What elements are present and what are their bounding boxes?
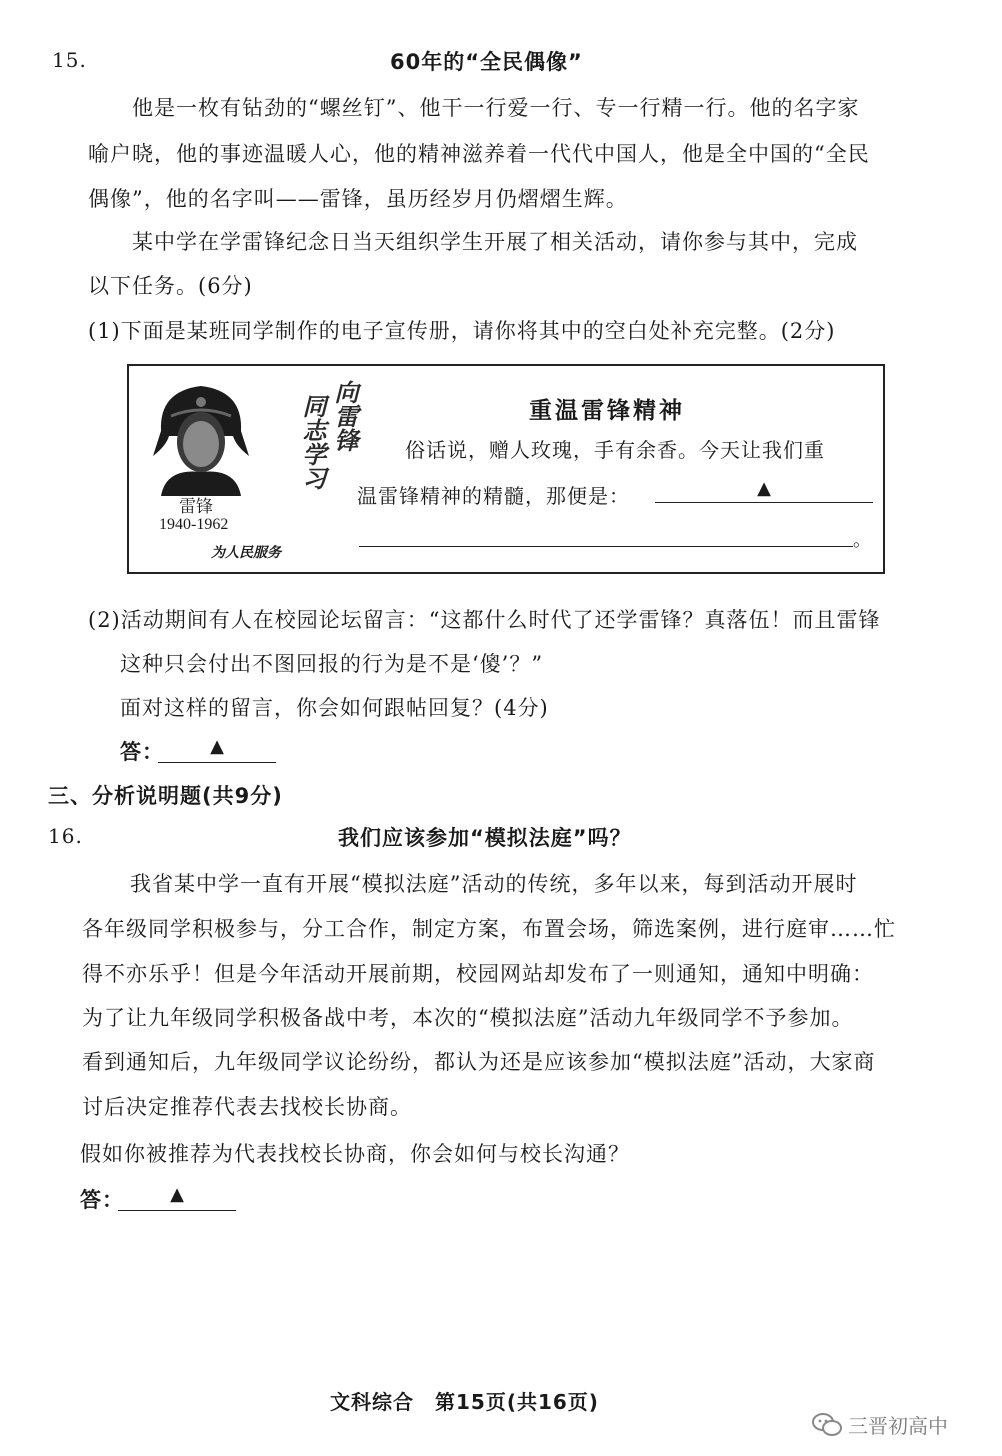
brochure-heading: 重温雷锋精神	[529, 397, 685, 424]
brochure-card	[127, 364, 885, 574]
brochure-line-2: 温雷锋精神的精髓，那便是：	[357, 484, 630, 508]
portrait-name: 雷锋	[179, 497, 213, 517]
brochure-end-mark: 。	[853, 530, 871, 551]
answer-marker: ▲	[757, 478, 771, 499]
answer-blank-15[interactable]	[158, 736, 276, 763]
wechat-icon	[812, 1412, 842, 1438]
subquestion-2-question: 面对这样的留言，你会如何跟帖回复？(4分)	[120, 696, 549, 720]
q16-body-line-2: 各年级同学积极参与，分工合作，制定方案，布置会场，筛选案例，进行庭审……忙	[82, 917, 896, 941]
subquestion-2-line-2: 这种只会付出不图回报的行为是不是‘傻’？”	[120, 652, 544, 676]
section-3-heading: 三、分析说明题(共9分)	[48, 784, 283, 808]
q16-question: 假如你被推荐为代表找校长协商，你会如何与校长沟通？	[80, 1142, 630, 1166]
q16-body-line-3: 得不亦乐乎！但是今年活动开展前期，校园网站却发布了一则通知，通知中明确：	[82, 962, 874, 986]
brochure-blank-1[interactable]	[655, 478, 873, 503]
answer-marker: ▲	[170, 1184, 184, 1205]
answer-blank-16[interactable]	[118, 1184, 236, 1211]
q16-body-line-1: 我省某中学一直有开展“模拟法庭”活动的传统，多年以来，每到活动开展时	[130, 872, 858, 896]
answer-marker: ▲	[210, 736, 224, 757]
answer-label-16: 答：	[80, 1188, 124, 1212]
question-title-15: 60年的“全民偶像”	[390, 50, 583, 74]
subquestion-2-line-1: (2)活动期间有人在校园论坛留言：“这都什么时代了还学雷锋？真落伍！而且雷锋	[88, 608, 881, 632]
signature-text: 为人民服务	[211, 545, 281, 561]
task-line-1: 某中学在学雷锋纪念日当天组织学生开展了相关活动，请你参与其中，完成	[132, 230, 858, 254]
page-footer: 文科综合 第15页(共16页)	[330, 1390, 599, 1414]
task-line-2: 以下任务。(6分)	[88, 274, 253, 298]
watermark	[812, 1410, 948, 1439]
calligraphy-line-2: 同志学习	[298, 394, 327, 490]
q16-body-line-4: 为了让九年级同学积极备战中考，本次的“模拟法庭”活动九年级同学不予参加。	[82, 1006, 854, 1030]
brochure-blank-2[interactable]	[359, 524, 853, 547]
portrait-years: 1940-1962	[159, 516, 229, 533]
q16-body-line-5: 看到通知后，九年级同学议论纷纷，都认为还是应该参加“模拟法庭”活动，大家商	[82, 1050, 876, 1074]
watermark-text: 三晋初高中	[848, 1414, 948, 1438]
answer-label-15: 答：	[120, 740, 164, 764]
brochure-line-1: 俗话说，赠人玫瑰，手有余香。今天让我们重	[405, 438, 825, 462]
q16-body-line-6: 讨后决定推荐代表去找校长协商。	[82, 1095, 412, 1119]
question-number-15: 15.	[52, 48, 87, 72]
question-number-16: 16.	[48, 824, 83, 848]
calligraphy-line-1: 向雷锋	[330, 380, 359, 452]
intro-line-1: 他是一枚有钻劲的“螺丝钉”、他干一行爱一行、专一行精一行。他的名字家	[132, 96, 860, 120]
intro-line-2: 喻户晓，他的事迹温暖人心，他的精神滋养着一代代中国人，他是全中国的“全民	[88, 142, 870, 166]
lei-feng-portrait-image	[141, 376, 261, 496]
subquestion-1: (1)下面是某班同学制作的电子宣传册，请你将其中的空白处补充完整。(2分)	[88, 319, 836, 343]
question-title-16: 我们应该参加“模拟法庭”吗？	[338, 826, 632, 850]
intro-line-3: 偶像”，他的名字叫——雷锋，虽历经岁月仍熠熠生辉。	[88, 187, 628, 211]
